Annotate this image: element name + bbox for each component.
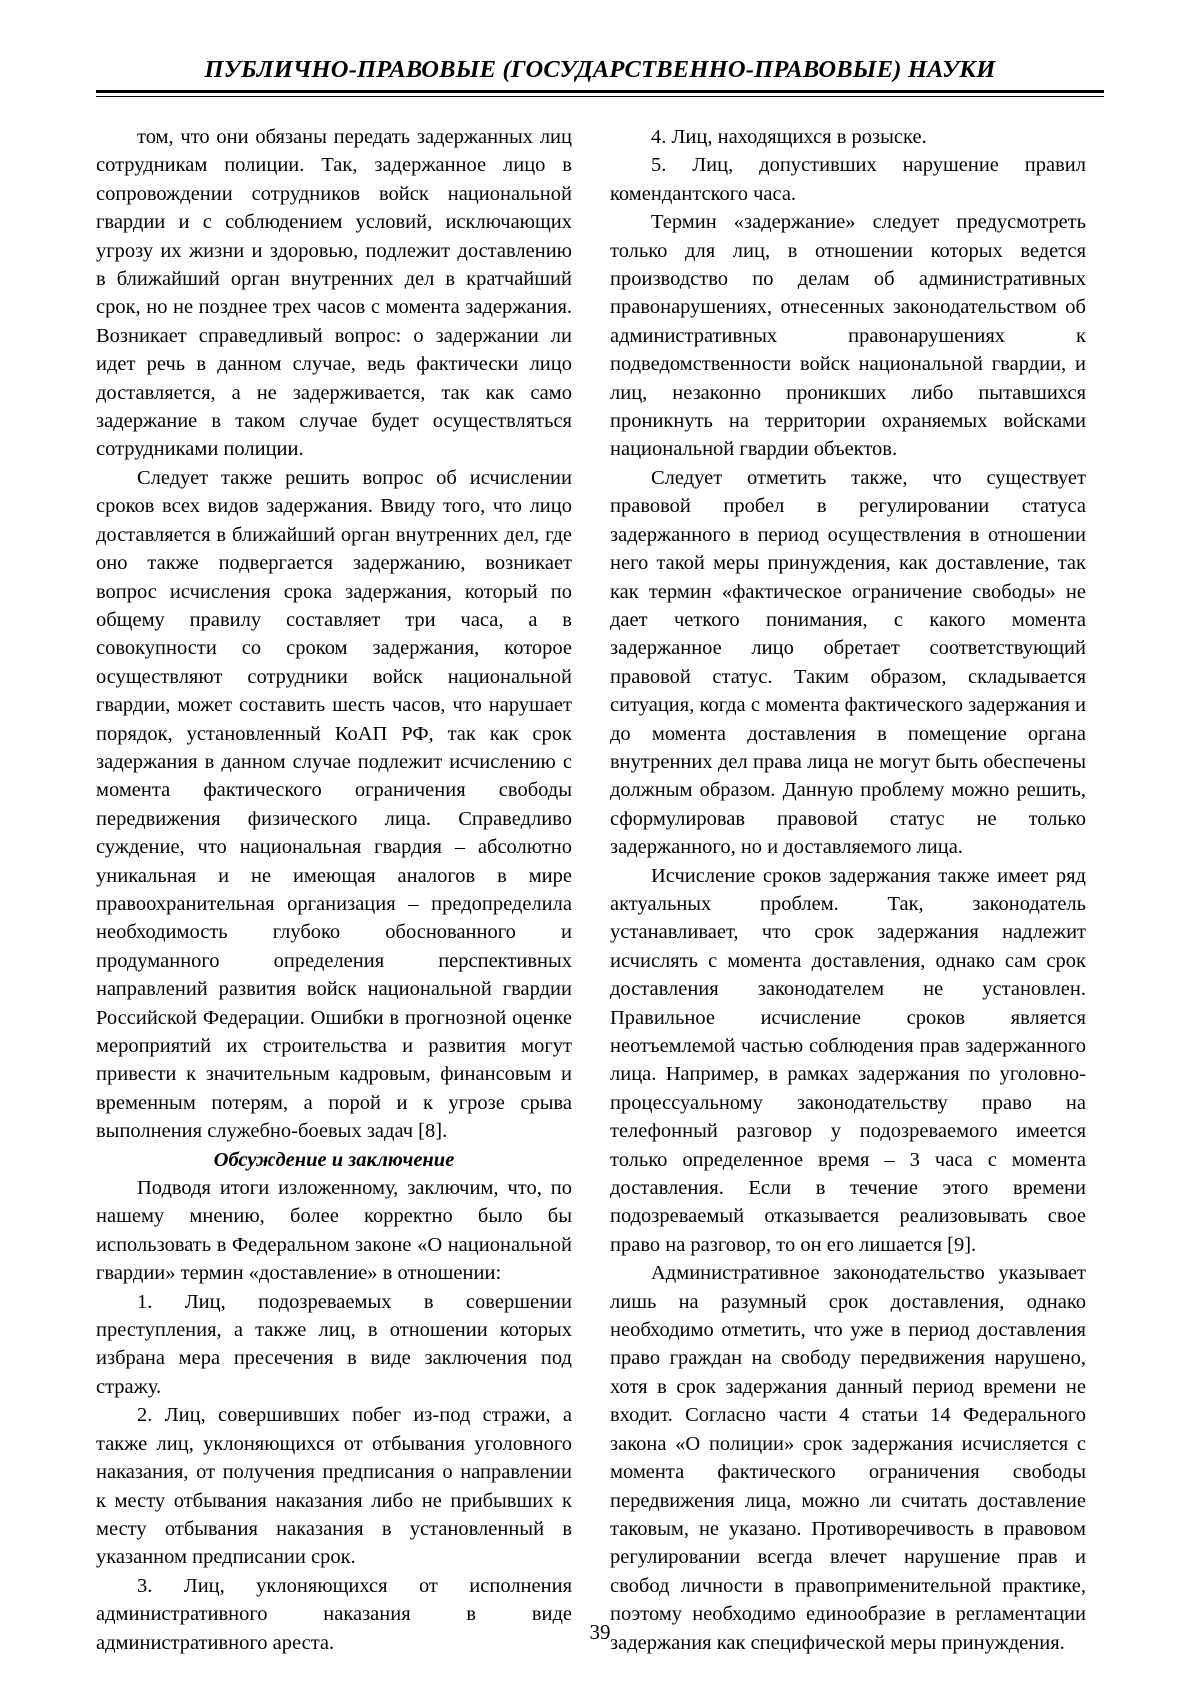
list-item: 2. Лиц, совершивших побег из-под стражи, а также лиц, уклоняющихся от отбывания уголовного наказания, от получения предписания о направлении к месту отбывания наказания либо не прибывших к месту отбывания наказания в установленный в указанном предписании срок. [96,1404,572,1569]
paragraph: Административное законодательство указывает лишь на разумный срок доставления, однако необходимо отметить, что уже в период доставления право граждан на свободу передвижения нарушено, хотя в срок задержания данный период времени не входит. Согласно части 4 статьи 14 Федерального закона «О полиции» срок задержания исчисляется с момента фактического ограничения свободы передвижения лица, можно ли считать доставление таковым, не указано. Противоречивость в правовом регулировании всегда влечет нарушение прав и свобод личности в правоприменительной практике, поэтому необходимо единообразие в регламентации задержания как специфической меры принуждения. [610,1262,1086,1654]
running-head: ПУБЛИЧНО-ПРАВОВЫЕ (ГОСУДАРСТВЕННО-ПРАВОВЫЕ) НАУКИ [204,56,996,83]
paragraph: Исчисление сроков задержания также имеет ряд актуальных проблем. Так, законодатель устанавливает, что срок задержания надлежит исчислять с момента доставления, однако сам срок доставления законодателем не установлен. Правильное исчисление сроков является неотъемлемой частью соблюдения прав задержанного лица. Например, в рамках задержания по уголовно-процессуальному законодательству право на телефонный разговор у подозреваемого имеется только определенное время – 3 часа с момента доставления. Если в течение этого времени подозреваемый отказывается реализовывать свое право на разговор, то он его лишается [9]. [610,864,1086,1256]
list-item: 5. Лиц, допустивших нарушение правил комендантского часа. [610,154,1086,205]
right-column [610,123,1086,1657]
paragraph: Термин «задержание» следует предусмотреть только для лиц, в отношении которых ведется производство по делам об административных правонарушениях, отнесенных законодательством об административных правонарушениях к подведомственности войск национальной гвардии, и лиц, незаконно проникших либо пытавшихся проникнуть на территории охраняемых войсками национальной гвардии объектов. [610,211,1086,461]
list-item: 3. Лиц, уклоняющихся от исполнения административного наказания в виде административного ареста. [96,1574,572,1654]
left-column [96,123,572,1657]
paragraph: Подводя итоги изложенному, заключим, что, по нашему мнению, более корректно было бы использовать в Федеральном законе «О национальной гвардии» термин «доставление» в отношении: [96,1177,572,1285]
header-divider [96,90,1104,97]
list-item: 4. Лиц, находящихся в розыске. [651,126,927,148]
paragraph: Следует отметить также, что существует правовой пробел в регулировании статуса задержанного в период осуществления в отношении него такой меры принуждения, как доставление, так как термин «фактическое ограничение свободы» не дает четкого понимания, с какого момента задержанное лицо обретает соответствующий правовой статус. Таким образом, складывается ситуация, когда с момента фактического задержания и до момента доставления в помещение органа внутренних дел права лица не могут быть обеспечены должным образом. Данную проблему можно решить, сформулировав правовой статус не только задержанного, но и доставляемого лица. [610,466,1086,859]
list-item: 1. Лиц, подозреваемых в совершении преступления, а также лиц, в отношении которых избрана мера пресечения в виде заключения под стражу. [96,1290,572,1398]
paragraph: том, что они обязаны передать задержанных лиц сотрудникам полиции. Так, задержанное лицо в сопровождении сотрудников войск национальной гвардии и с соблюдением условий, исключающих угрозу их жизни и здоровью, подлежит доставлению в ближайший орган внутренних дел в кратчайший срок, но не позднее трех часов с момента задержания. Возникает справедливый вопрос: о задержании ли идет речь в данном случае, ведь фактически лицо доставляется, а не задерживается, так как само задержание в таком случае будет осуществляться сотрудниками полиции. [96,126,572,461]
page-number: 39 [589,1620,611,1644]
section-heading: Обсуждение и заключение [213,1148,455,1171]
two-column-body [96,123,1104,1657]
paragraph: Следует также решить вопрос об исчислении сроков всех видов задержания. Ввиду того, что лицо доставляется в ближайший орган внутренних дел, где оно также подвергается задержанию, возникает вопрос исчисления срока задержания, который по общему правилу составляет три часа, а в совокупности со сроком задержания, которое осуществляют сотрудники войск национальной гвардии, может составить шесть часов, что нарушает порядок, установленный КоАП РФ, так как срок задержания в данном случае подлежит исчислению с момента фактического ограничения свободы передвижения физического лица. Справедливо суждение, что национальная гвардия – абсолютно уникальная и не имеющая аналогов в мире правоохранительная организация – предопределила необходимость глубоко обоснованного и продуманного определения перспективных направлений развития войск национальной гвардии Российской Федерации. Ошибки в прогнозной оценке мероприятий их строительства и развития могут привести к значительным кадровым, финансовым и временным потерям, а порой и к угрозе срыва выполнения служебно-боевых задач [8]. [96,466,572,1143]
